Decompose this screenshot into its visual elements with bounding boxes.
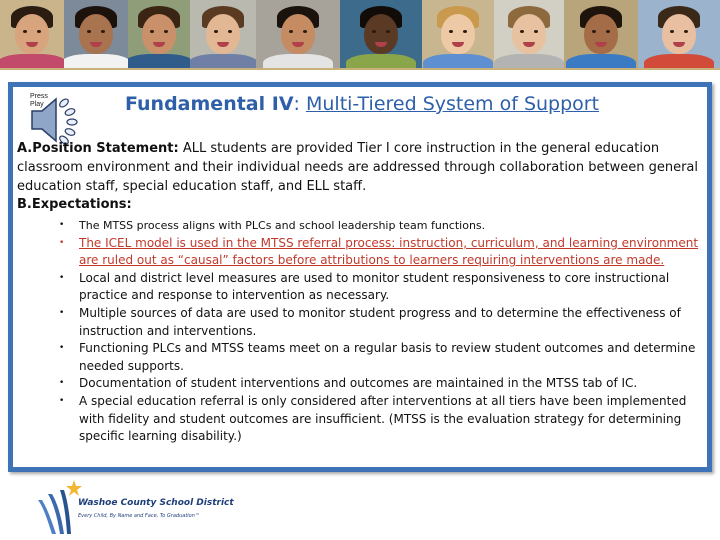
expectation-item: • Documentation of student interventions and outcomes are maintained in the MTSS tab of IC. [13, 375, 707, 393]
photo-shirt [423, 54, 493, 68]
photo-eye [37, 30, 41, 33]
photo-eye [606, 30, 610, 33]
student-photo [256, 0, 340, 68]
bullet: • [59, 220, 65, 230]
position-statement [17, 139, 707, 196]
photo-eye [386, 30, 390, 33]
position-statement-label: A.Position Statement: [17, 141, 179, 156]
bullet: • [59, 272, 65, 283]
photo-eye [372, 30, 376, 33]
photo-shirt [128, 54, 190, 68]
photo-eye [101, 30, 105, 33]
expectation-item: • The MTSS process aligns with PLCs and school leadership team functions. [13, 217, 707, 235]
slide-title [125, 93, 685, 115]
photo-shirt [0, 54, 64, 68]
photo-eye [520, 30, 524, 33]
photo-eye [670, 30, 674, 33]
photo-eye [289, 30, 293, 33]
bullet: • [59, 395, 65, 406]
student-photo [340, 0, 422, 68]
header-divider [0, 68, 720, 70]
bullet: • [59, 307, 65, 318]
photo-eye [534, 30, 538, 33]
photo-eye [150, 30, 154, 33]
student-photo [564, 0, 638, 68]
title-separator: : [293, 93, 306, 115]
photo-eye [228, 30, 232, 33]
district-tagline: Every Child, By Name and Face, To Graduation™ [78, 513, 200, 519]
expectations-heading: B.Expectations: [17, 197, 132, 212]
photo-face [584, 14, 618, 54]
photo-eye [164, 30, 168, 33]
bullet: • [59, 343, 65, 354]
photo-face [364, 14, 398, 54]
expectation-item: • Functioning PLCs and MTSS teams meet on a regular basis to review student outcomes and determine needed supports. [59, 341, 696, 373]
bullet: • [59, 378, 65, 389]
position-statement-text: ALL students are provided Tier I core instruction in the general education classroom environment and their individual needs are addressed through collaboration between general education staff, special education staff, and ELL staff. [17, 141, 699, 194]
photo-eye [449, 30, 453, 33]
photo-shirt [644, 54, 714, 68]
photo-eye [463, 30, 467, 33]
title-mtss-link[interactable]: Multi-Tiered System of Support [305, 93, 600, 115]
student-photo [638, 0, 720, 68]
district-name: Washoe County School District [78, 498, 234, 508]
expectation-item: • Local and district level measures are used to monitor student responsiveness to core instructional practice and response to intervention as necessary. [59, 270, 670, 303]
student-photo [64, 0, 128, 68]
student-photo [422, 0, 494, 68]
photo-face [79, 14, 113, 54]
expectation-item: • Multiple sources of data are used to monitor student progress and to determine the effectiveness of instruction and interventions. [59, 305, 681, 338]
photo-eye [87, 30, 91, 33]
photo-eye [592, 30, 596, 33]
bullet: • [59, 237, 65, 248]
student-photo-strip [0, 0, 720, 68]
content-panel [8, 82, 712, 472]
student-photo [0, 0, 64, 68]
student-photo [128, 0, 190, 68]
title-fundamental: Fundamental IV [125, 93, 294, 115]
photo-shirt [263, 54, 333, 68]
photo-shirt [346, 54, 416, 68]
photo-face [512, 14, 546, 54]
photo-shirt [64, 54, 128, 68]
photo-shirt [566, 54, 636, 68]
photo-eye [684, 30, 688, 33]
photo-shirt [494, 54, 564, 68]
photo-eye [303, 30, 307, 33]
expectations-list [13, 217, 707, 446]
photo-eye [23, 30, 27, 33]
photo-eye [214, 30, 218, 33]
student-photo [494, 0, 564, 68]
photo-shirt [190, 54, 256, 68]
student-photo [190, 0, 256, 68]
photo-face [662, 14, 696, 54]
photo-face [15, 14, 49, 54]
press-play-label: Press Play [30, 93, 48, 108]
photo-face [441, 14, 475, 54]
photo-face [142, 14, 176, 54]
expectation-item-icel: • The ICEL model is used in the MTSS referral process: instruction, curriculum, and learning environment are ruled out as “causal” factors before attributions to learners requiring interventions are made. [59, 235, 699, 268]
expectation-item: • A special education referral is only considered after interventions at all tiers have been implemented with fidelity and student outcomes are insufficient. (MTSS is the evaluation strategy for determining specific learning disability.) [59, 393, 687, 444]
photo-face [206, 14, 240, 54]
photo-face [281, 14, 315, 54]
